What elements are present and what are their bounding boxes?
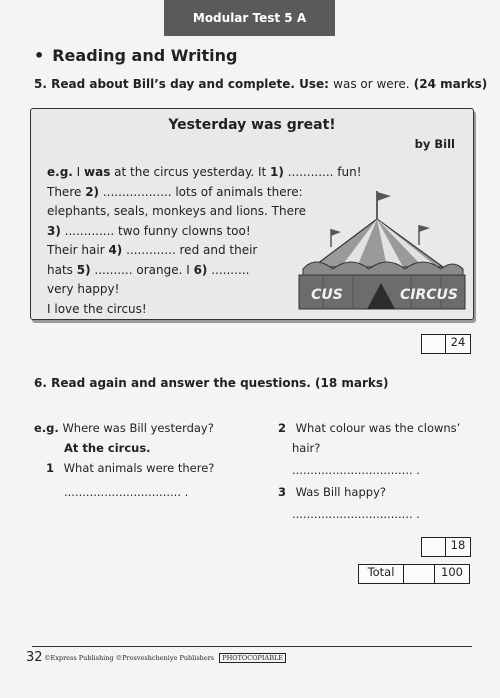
score-input-cell[interactable] (422, 335, 446, 353)
text-fragment: ............. two funny clowns too! (60, 223, 251, 238)
answer-line-1[interactable]: ................................ . (64, 485, 189, 499)
score-input-cell[interactable] (422, 538, 446, 556)
section-heading (34, 46, 237, 65)
text-fragment: Their hair (47, 243, 109, 257)
story-title: Yesterday was great! (168, 117, 336, 133)
story-line-1 (47, 163, 362, 183)
total-max: 100 (441, 565, 463, 579)
text-fragment: .................. lots of animals there: (99, 184, 303, 199)
reading-text-box (30, 108, 474, 320)
question-2 (278, 418, 460, 438)
test-title: Modular Test 5 A (192, 11, 307, 25)
question-3 (278, 482, 386, 502)
story-line-7: very happy! (47, 282, 120, 296)
gap-number: 5) (76, 262, 91, 277)
gap-number: 1) (270, 165, 284, 179)
gap-number: 3) (47, 223, 61, 238)
text-fragment: I (72, 165, 85, 179)
max-score: 18 (450, 538, 466, 552)
total-input-cell[interactable] (404, 565, 435, 583)
circus-tent-illustration (293, 189, 471, 315)
text-fragment: .......... (207, 262, 250, 277)
test-title-bar (164, 0, 335, 36)
page-number: 32 (26, 650, 43, 665)
footer-copyright (44, 654, 286, 662)
gap-number: 2) (85, 184, 100, 199)
text-fragment: ............ fun! (283, 165, 362, 179)
question-number: 3 (278, 485, 287, 499)
story-line-3: elephants, seals, monkeys and lions. There (47, 204, 307, 218)
total-label: Total (359, 565, 404, 583)
instruction-text: Read again and answer the questions. (51, 376, 311, 390)
photocopiable-stamp: PHOTOCOPIABLE (219, 653, 286, 663)
section-title: Reading and Writing (52, 46, 238, 65)
exercise-5-instruction (34, 77, 487, 91)
marks-label: (24 marks) (413, 77, 488, 91)
question-number: 2 (278, 421, 287, 435)
exercise-5-score-box (421, 334, 471, 354)
gap-number: 4) (108, 243, 123, 257)
exercise-number: 5. (34, 77, 47, 91)
text-fragment: ............. red and their (122, 243, 258, 257)
exercise-6-instruction (34, 376, 389, 390)
question-text: Was Bill happy? (295, 485, 386, 499)
story-line-8: I love the circus! (47, 301, 147, 316)
text-fragment: There (47, 184, 86, 199)
text-fragment: hats (47, 262, 77, 277)
question-2-cont: hair? (292, 441, 321, 455)
exercise-number: 6. (34, 376, 47, 390)
answer-text: At the circus. (64, 441, 151, 455)
answer-line-2[interactable]: ................................. . (292, 463, 420, 477)
example-answer: was (84, 165, 111, 179)
question-1 (46, 458, 214, 478)
exercise-6-score-box (421, 537, 471, 557)
question-text: What animals were there? (63, 461, 215, 475)
story-author: by Bill (414, 137, 455, 151)
question-number: 1 (46, 461, 55, 475)
gap-number: 6) (193, 262, 208, 277)
example-question (34, 418, 214, 438)
total-score-box (358, 564, 470, 584)
instruction-text: Read about Bill’s day and complete. Use: (51, 77, 329, 91)
word-options: was or were. (333, 77, 410, 91)
example-label: e.g. (34, 421, 59, 435)
tent-sign-right: CIRCUS (400, 287, 458, 303)
marks-label: (18 marks) (315, 376, 389, 390)
bullet-icon: • (34, 46, 45, 65)
question-text: Where was Bill yesterday? (62, 421, 214, 435)
text-fragment: .......... orange. I (90, 262, 194, 277)
tent-sign-left: CUS (311, 287, 343, 303)
example-answer (64, 438, 151, 458)
answer-line-3[interactable]: ................................. . (292, 507, 420, 521)
text-fragment: at the circus yesterday. It (110, 165, 271, 179)
max-score: 24 (450, 335, 466, 349)
question-text: What colour was the clowns’ (295, 421, 461, 435)
copyright-text: ©Express Publishing ©Prosveshcheniye Publishers (44, 654, 215, 662)
footer-divider (32, 646, 472, 647)
example-label: e.g. (47, 165, 73, 179)
